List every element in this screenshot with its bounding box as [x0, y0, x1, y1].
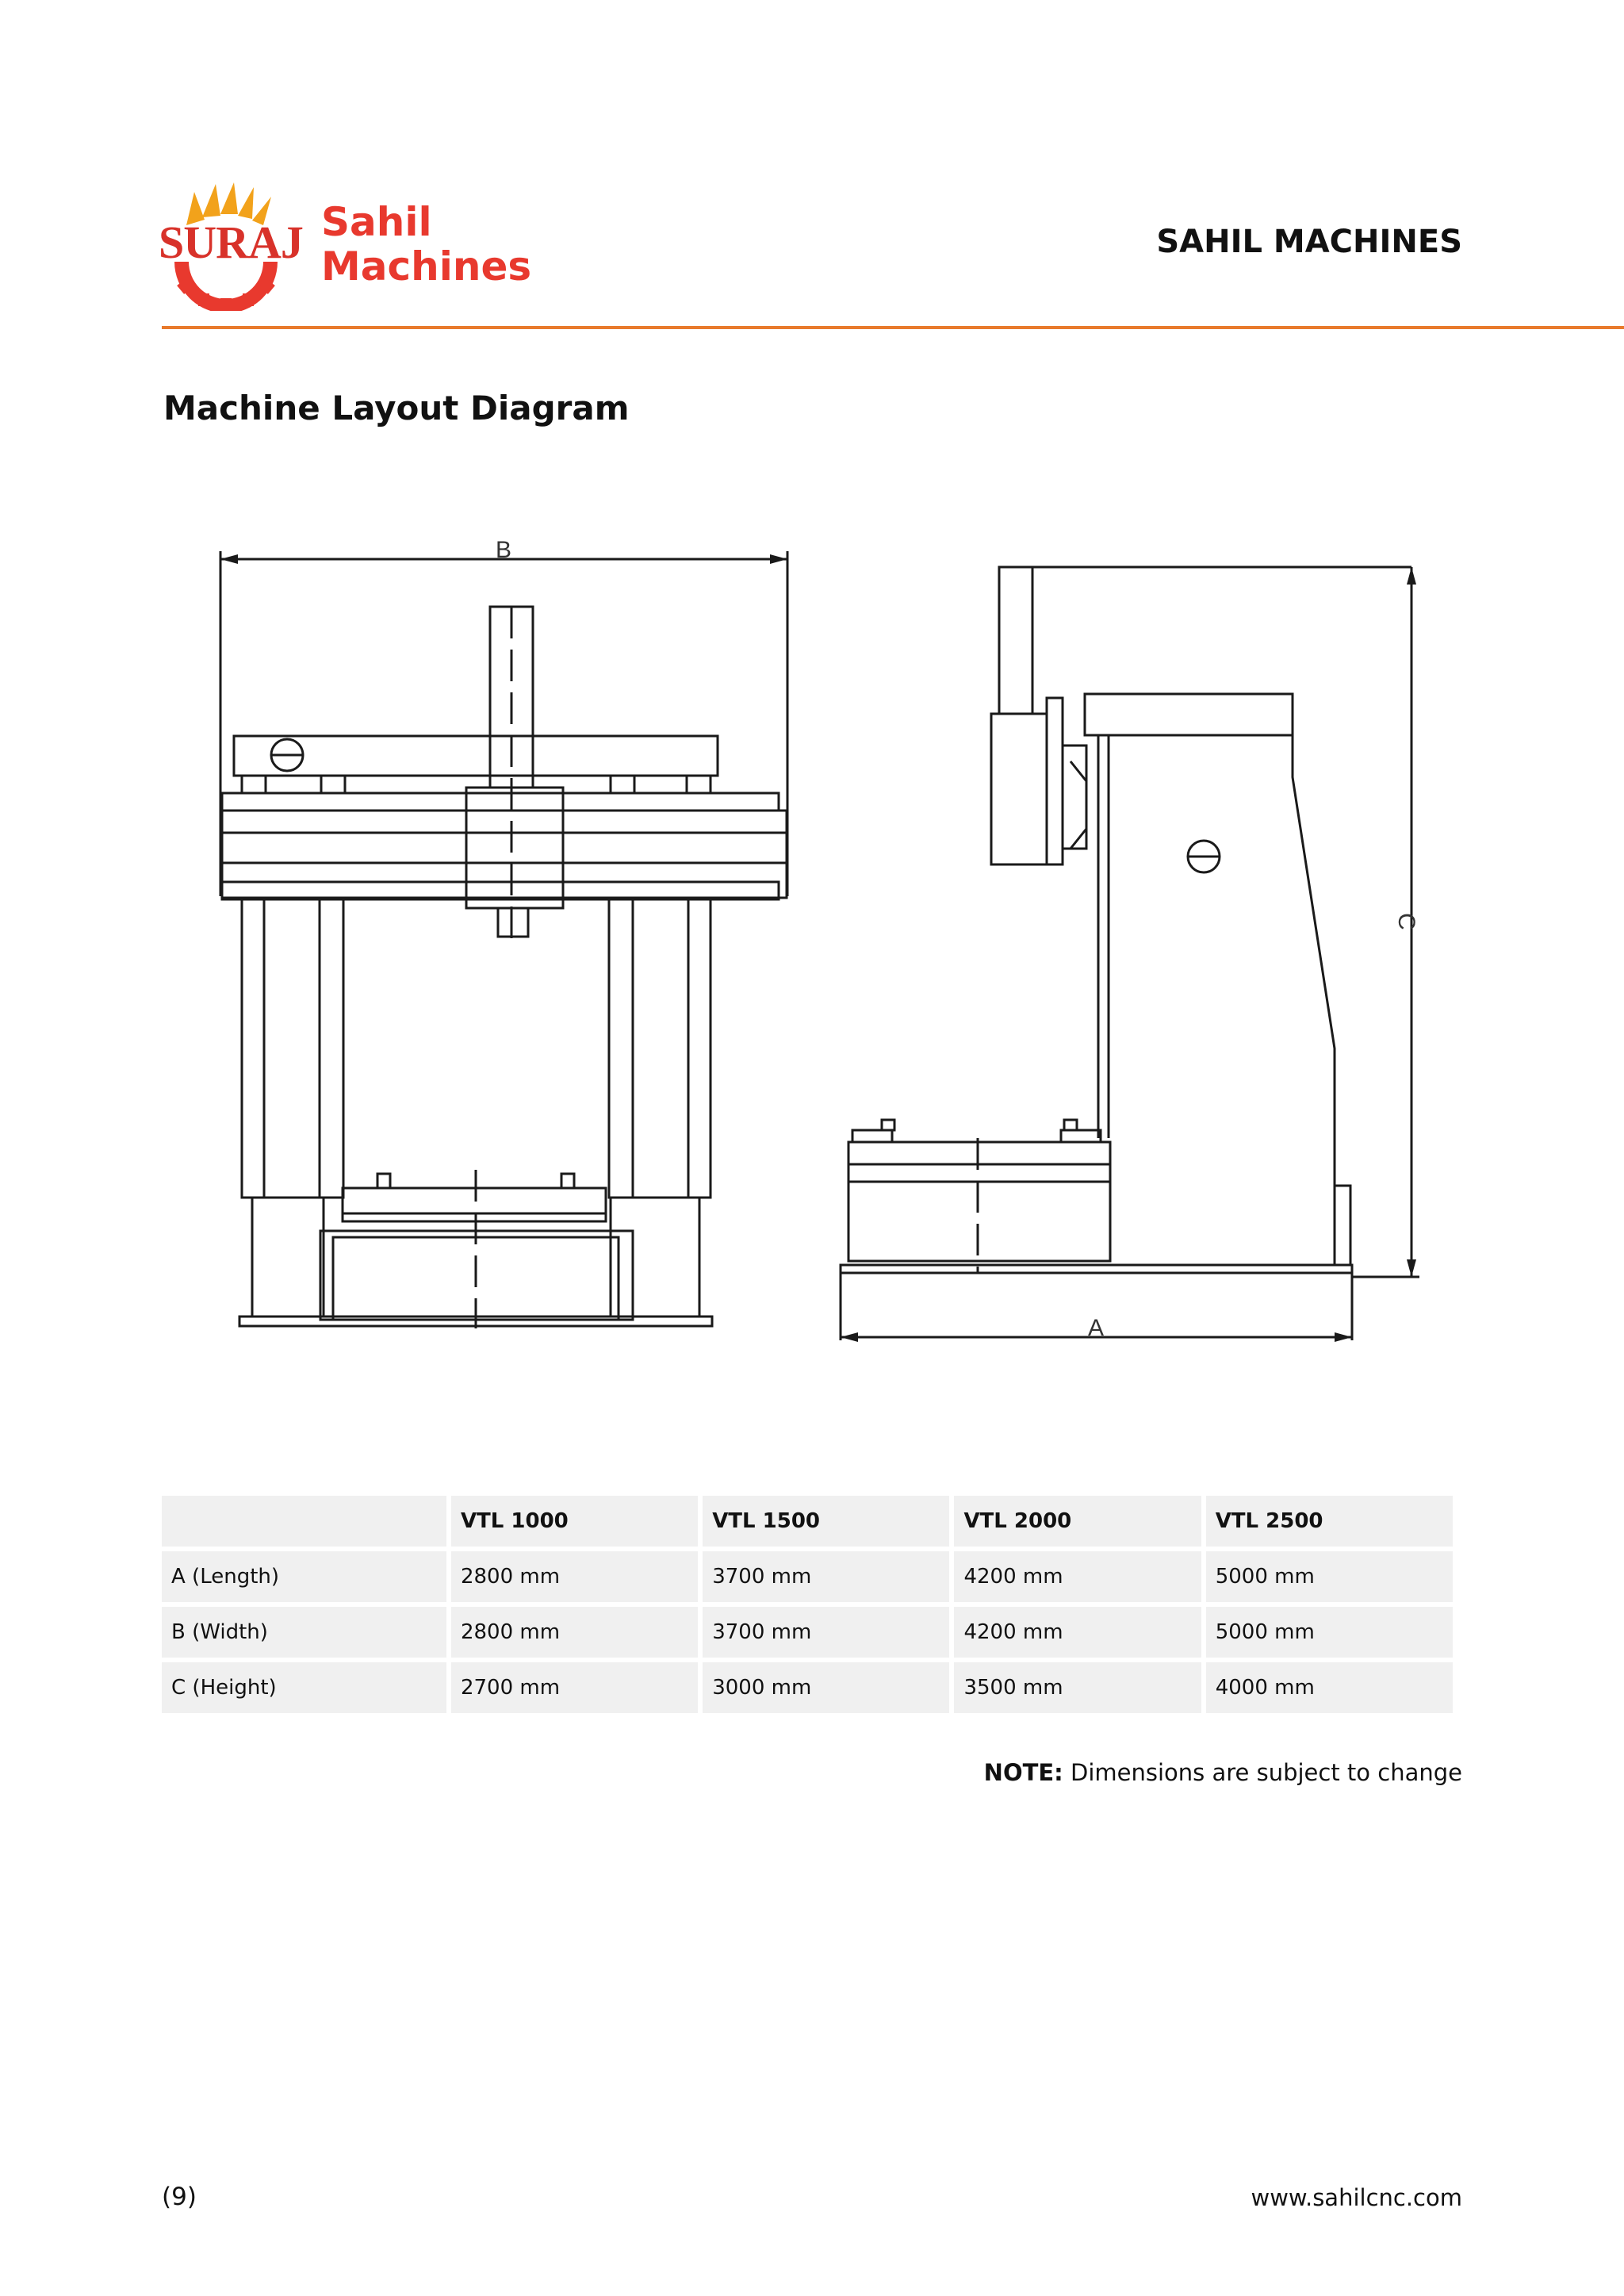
table-row	[162, 1607, 1453, 1658]
dimension-arrows	[220, 554, 1416, 1342]
table-cell: 4000 mm	[1206, 1662, 1453, 1713]
table-header-cell: VTL 2000	[954, 1496, 1201, 1547]
logo-name-line1: Sahil	[321, 199, 432, 245]
brand-title: SAHIL MACHINES	[1156, 224, 1462, 260]
machine-badge-icon	[271, 739, 303, 771]
table-cell: 3700 mm	[703, 1607, 949, 1658]
machine-badge-icon	[1188, 841, 1220, 872]
table-cell: A (Length)	[162, 1551, 446, 1602]
table-cell: 4200 mm	[954, 1551, 1201, 1602]
table-cell: B (Width)	[162, 1607, 446, 1658]
dimensions-note	[984, 1759, 1462, 1786]
dimension-label-c: C	[1393, 913, 1419, 930]
table-cell: C (Height)	[162, 1662, 446, 1713]
table-header-cell: VTL 1500	[703, 1496, 949, 1547]
front-view	[220, 551, 787, 1328]
table-cell: 2700 mm	[451, 1662, 698, 1713]
table-row	[162, 1662, 1453, 1713]
table-cell: 3700 mm	[703, 1551, 949, 1602]
table-header-cell: VTL 2500	[1206, 1496, 1453, 1547]
logo-suraj-text: SURAJ	[159, 217, 303, 268]
table-row	[162, 1551, 1453, 1602]
page-number: (9)	[162, 2183, 197, 2211]
note-label: NOTE:	[983, 1759, 1063, 1786]
table-cell: 3000 mm	[703, 1662, 949, 1713]
dimensions-table	[157, 1491, 1457, 1718]
table-cell: 2800 mm	[451, 1607, 698, 1658]
table-cell: 5000 mm	[1206, 1551, 1453, 1602]
side-view	[841, 567, 1419, 1340]
note-text: Dimensions are subject to change	[1071, 1759, 1462, 1786]
table-cell: 4200 mm	[954, 1607, 1201, 1658]
website-link[interactable]: www.sahilcnc.com	[1251, 2184, 1462, 2211]
dimension-label-a: A	[1087, 1315, 1105, 1341]
logo-name-line2: Machines	[321, 243, 532, 289]
section-title: Machine Layout Diagram	[163, 389, 630, 427]
table-header-row	[162, 1496, 1453, 1547]
table-cell: 3500 mm	[954, 1662, 1201, 1713]
table-header-cell: VTL 1000	[451, 1496, 698, 1547]
table-cell: 2800 mm	[451, 1551, 698, 1602]
dimension-label-b: B	[495, 537, 512, 563]
table-cell: 5000 mm	[1206, 1607, 1453, 1658]
table-header-cell	[162, 1496, 446, 1547]
